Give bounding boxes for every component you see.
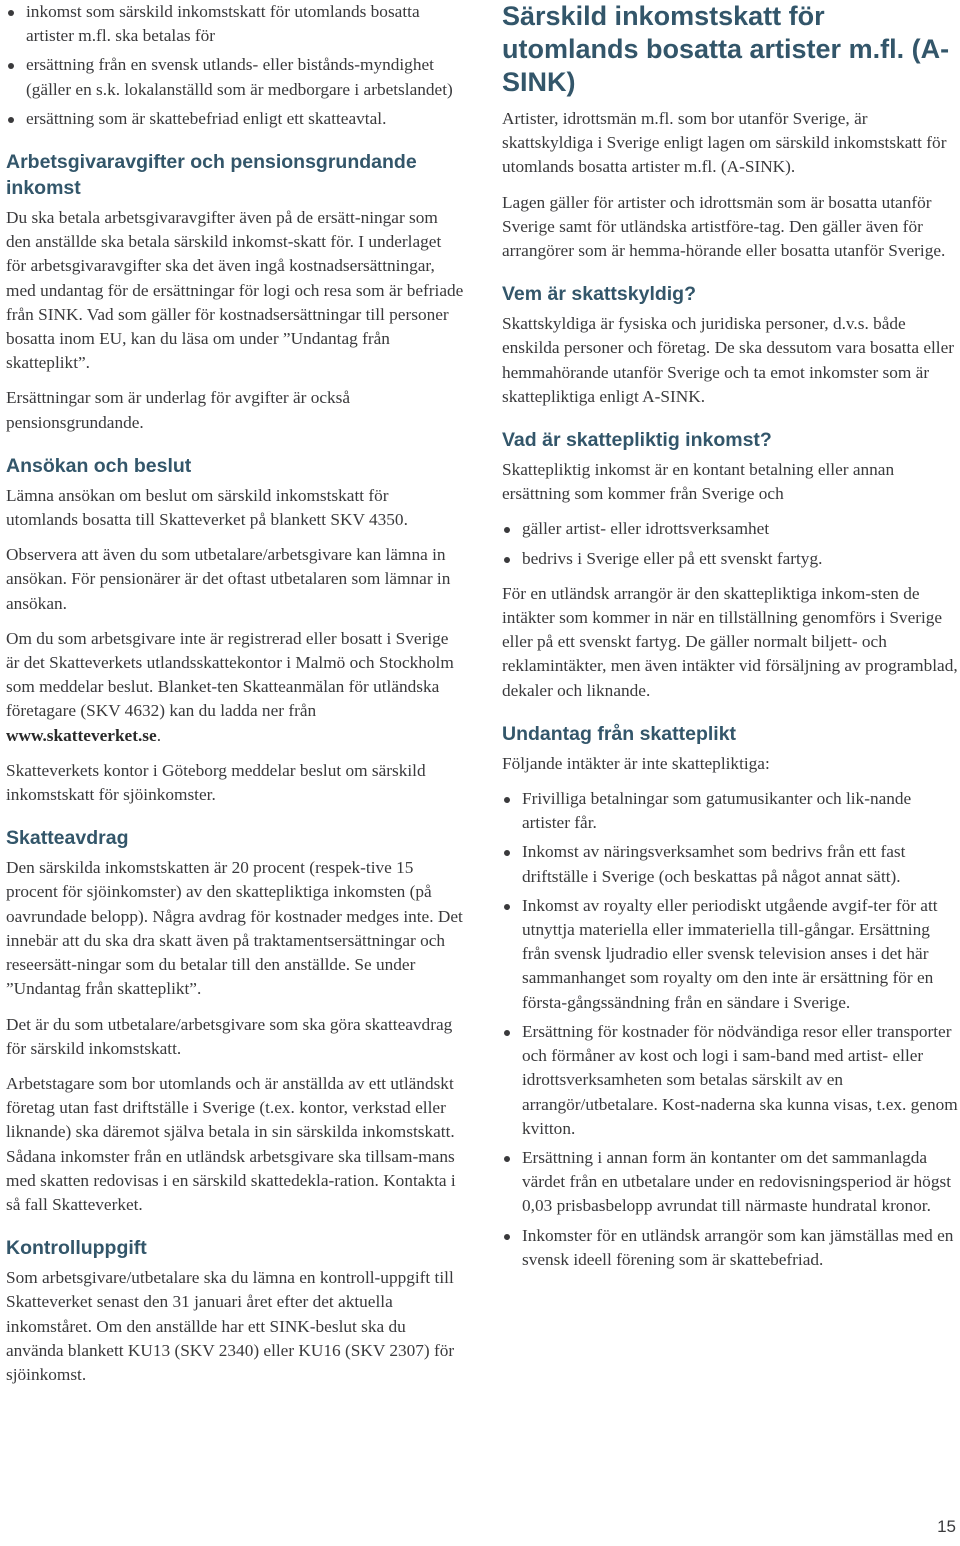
section-heading-ansokan: Ansökan och beslut — [6, 454, 192, 477]
right-column — [502, 0, 960, 1283]
paragraph: Du ska betala arbetsgivaravgifter även på de ersätt-ningar som den anställde ska betala särskild inkomst-skatt för. I underlaget för arbetsgivaravgifter ska det även ingå kostnadsersättningar, med undantag för de ersättningar för logi och resa som är befriade från SINK. Vad som gäller för kostnadsersättningar till personer bosatta inom EU, kan du läsa om under ”Undantag från skatteplikt”. — [6, 208, 464, 373]
list-item: Inkomster för en utländsk arrangör som kan jämställas med en svensk ideell förening som är skattebefriad. — [502, 1224, 960, 1272]
list-item: ersättning från en svensk utlands- eller bistånds-myndighet (gäller en s.k. lokalanställd som är medborgare i arbetslandet) — [6, 53, 464, 101]
section-heading-skattskyldig: Vem är skattskyldig? — [502, 283, 697, 306]
list-item: ersättning som är skattebefriad enligt ett skatteavtal. — [6, 107, 464, 131]
section-heading-skattepliktig: Vad är skattepliktig inkomst? — [502, 429, 772, 452]
paragraph: Det är du som utbetalare/arbetsgivare som ska göra skatteavdrag för särskild inkomstskatt. — [6, 1014, 453, 1058]
section-heading-undantag: Undantag från skatteplikt — [502, 722, 737, 745]
page-number: 15 — [937, 1517, 956, 1536]
paragraph — [6, 627, 464, 748]
section-heading-arbetsgivaravgifter: Arbetsgivaravgifter och pensionsgrundande inkomst — [6, 151, 417, 200]
paragraph: Som arbetsgivare/utbetalare ska du lämna en kontroll-uppgift till Skatteverket senast den 31 januari året efter det aktuella inkomståret. Om den anställde har ett SINK-beslut ska du använda blankett KU13 (SKV 2340) eller KU16 (SKV 2307) för sjöinkomst. — [6, 1268, 455, 1384]
list-item: inkomst som särskild inkomstskatt för utomlands bosatta artister m.fl. ska betalas för — [6, 0, 464, 48]
list-item: Frivilliga betalningar som gatumusikanter och lik-nande artister får. — [502, 787, 960, 835]
paragraph: Följande intäkter är inte skattepliktiga: — [502, 753, 770, 773]
paragraph: Arbetstagare som bor utomlands och är anställda av ett utländskt företag utan fast driftställe i Sverige (t.ex. kontor, verkstad eller liknande) ska däremot själva betala in sin särskilda inkomstskatt. Sådana inkomster från en utländsk arbetsgivare ska tillsam-mans med skatten redovisas i en särskild skattedekla-ration. Kontakta i så fall Skatteverket. — [6, 1073, 456, 1214]
skattepliktig-bullet-list — [502, 517, 960, 570]
list-item: Ersättning för kostnader för nödvändiga resor eller transporter och förmåner av kost och logi i sam-band med artist- eller idrottsverksamheten som betalas särskilt av en arrangör/utbetalare. Kost-naderna ska kunna visas, t.ex. genom kvitton. — [502, 1020, 960, 1141]
paragraph: Skattepliktig inkomst är en kontant betalning eller annan ersättning som kommer från Sverige och — [502, 460, 895, 504]
undantag-bullet-list — [502, 787, 960, 1272]
paragraph: För en utländsk arrangör är den skattepliktiga inkom-sten de intäkter som kommer in när en tillställning genomförs i Sverige eller på ett svenskt fartyg. De gäller normalt biljett- och reklamintäkter, men även intäkter vid försäljning av programblad, dekaler och liknande. — [502, 583, 958, 700]
paragraph: Observera att även du som utbetalare/arbetsgivare kan lämna in ansökan. För pensionärer är det oftast utbetalaren som lämnar in ansökan. — [6, 545, 451, 613]
left-column — [6, 0, 464, 1398]
section-heading-skatteavdrag: Skatteavdrag — [6, 827, 129, 850]
paragraph: Ersättningar som är underlag för avgifter är också pensionsgrundande. — [6, 388, 351, 432]
skatteverket-link[interactable]: www.skatteverket.se — [6, 725, 157, 745]
paragraph-end: . — [156, 725, 162, 745]
paragraph: Skattskyldiga är fysiska och juridiska personer, d.v.s. både enskilda personer och företag. De ska dessutom vara bosatta eller hemmahörande utanför Sverige och ta emot inkomster som är skattepliktiga enligt A-SINK. — [502, 314, 955, 406]
list-item: gäller artist- eller idrottsverksamhet — [502, 517, 960, 541]
paragraph: Lämna ansökan om beslut om särskild inkomstskatt för utomlands bosatta till Skatteverket på blankett SKV 4350. — [6, 485, 408, 530]
page-title: Särskild inkomstskatt för utomlands bosatta artister m.fl. (A-SINK) — [502, 1, 950, 97]
paragraph: Den särskilda inkomstskatten är 20 procent (respek-tive 15 procent för sjöinkomster) av den skattepliktiga inkomsten (på oavrundade belopp). Några avdrag för kostnader medges inte. Det innebär att du ska dra skatt även på traktamentsersättningar och reseersätt-ningar som du betalar till den anställde. Se under ”Undantag från skatteplikt”. — [6, 858, 463, 999]
intro-bullet-list — [6, 0, 464, 131]
list-item: bedrivs i Sverige eller på ett svenskt fartyg. — [502, 547, 960, 571]
section-heading-kontrolluppgift: Kontrolluppgift — [6, 1237, 147, 1260]
paragraph: Artister, idrottsmän m.fl. som bor utanför Sverige, är skattskyldiga i Sverige enligt lagen om särskild inkomstskatt för utomlands bosatta artister m.fl. (A-SINK). — [502, 109, 947, 177]
paragraph: Skatteverkets kontor i Göteborg meddelar beslut om särskild inkomstskatt för sjöinkomster. — [6, 760, 426, 805]
paragraph: Lagen gäller för artister och idrottsmän som är bosatta utanför Sverige samt för utländska artistföre-tag. Den gäller även för arrangörer som är hemma-hörande eller bosatta utanför Sverige. — [502, 192, 946, 261]
list-item: Ersättning i annan form än kontanter om det sammanlagda värdet från en utbetalare under en redovisningsperiod är högst 0,03 prisbasbelopp avrundat till närmaste hundratal kronor. — [502, 1146, 960, 1219]
list-item: Inkomst av royalty eller periodiskt utgående avgif-ter för att utnyttja materiella eller immateriella till-gångar. Ersättning från svensk ljudradio eller svensk television anses i det här sammanhanget som royalty om den inte är ersättning för en första-gångssändning från en sändare i Sverige. — [502, 894, 960, 1015]
paragraph-text: Om du som arbetsgivare inte är registrerad eller bosatt i Sverige är det Skatteverkets utlandsskattekontor i Malmö och Stockholm som meddelar beslut. Blanket-ten Skatteanmälan för utländska företagare (SKV 4632) kan du ladda ner från — [6, 628, 454, 721]
list-item: Inkomst av näringsverksamhet som bedrivs från ett fast driftställe i Sverige (och beskattas på något annat sätt). — [502, 840, 960, 888]
